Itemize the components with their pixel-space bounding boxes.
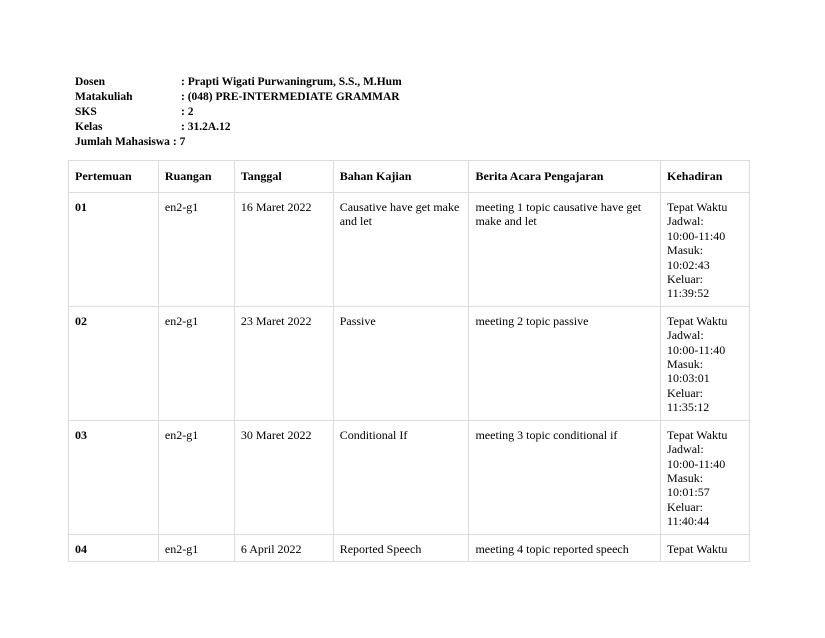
kehadiran-line: 10:02:43	[667, 257, 710, 272]
kehadiran-line: 10:03:01	[667, 371, 710, 386]
cell-kehadiran	[661, 420, 750, 534]
kehadiran-line: Tepat Waktu	[667, 427, 728, 442]
kehadiran-line: 11:35:12	[667, 400, 710, 415]
kehadiran-line: 11:39:52	[667, 286, 710, 301]
cell-kehadiran	[661, 534, 750, 561]
info-value: : Prapti Wigati Purwaningrum, S.S., M.Hum	[181, 76, 402, 88]
cell-pertemuan: 02	[69, 306, 159, 420]
cell-ruangan: en2-g1	[158, 193, 234, 307]
cell-berita-acara: meeting 4 topic reported speech	[469, 534, 661, 561]
info-label: Jumlah Mahasiswa	[75, 136, 170, 148]
kehadiran-line: Jadwal:	[667, 328, 704, 343]
kehadiran-line: Masuk:	[667, 357, 704, 372]
col-tanggal: Tanggal	[234, 161, 333, 193]
info-label: SKS	[75, 106, 97, 118]
info-row-kelas	[75, 120, 402, 135]
cell-tanggal: 23 Maret 2022	[234, 306, 333, 420]
cell-tanggal: 30 Maret 2022	[234, 420, 333, 534]
info-label: Kelas	[75, 121, 103, 133]
cell-ruangan: en2-g1	[158, 420, 234, 534]
cell-ruangan: en2-g1	[158, 306, 234, 420]
info-value: : 31.2A.12	[181, 121, 231, 133]
kehadiran-line: 10:00-11:40	[667, 228, 726, 243]
kehadiran-line: Masuk:	[667, 243, 704, 258]
cell-berita-acara: meeting 1 topic causative have get make and let	[469, 193, 661, 307]
kehadiran-line: Keluar:	[667, 499, 704, 514]
kehadiran-line: Tepat Waktu	[667, 200, 728, 214]
kehadiran-line: Keluar:	[667, 272, 704, 287]
cell-kehadiran	[661, 193, 750, 307]
info-row-jumlah	[75, 135, 402, 150]
info-row-sks	[75, 105, 402, 120]
table-row	[69, 306, 750, 420]
info-row-dosen	[75, 75, 402, 90]
course-info	[75, 75, 402, 150]
cell-bahan-kajian: Conditional If	[333, 420, 469, 534]
cell-bahan-kajian: Causative have get make and let	[333, 193, 469, 307]
cell-ruangan: en2-g1	[158, 534, 234, 561]
cell-pertemuan: 04	[69, 534, 159, 561]
table-row	[69, 420, 750, 534]
table-row	[69, 534, 750, 561]
attendance-table	[68, 160, 750, 562]
cell-pertemuan: 01	[69, 193, 159, 307]
kehadiran-line: Tepat Waktu	[667, 313, 728, 328]
cell-berita-acara: meeting 3 topic conditional if	[469, 420, 661, 534]
cell-bahan-kajian: Reported Speech	[333, 534, 469, 561]
kehadiran-line: 11:40:44	[667, 514, 710, 529]
info-label: Dosen	[75, 76, 106, 88]
kehadiran-line: Masuk:	[667, 470, 704, 485]
table-row	[69, 193, 750, 307]
info-value: : (048) PRE-INTERMEDIATE GRAMMAR	[181, 91, 400, 103]
table-header	[69, 161, 750, 193]
cell-kehadiran	[661, 306, 750, 420]
info-label: Matakuliah	[75, 91, 133, 103]
col-bahan-kajian: Bahan Kajian	[333, 161, 469, 193]
kehadiran-line: 10:00-11:40	[667, 456, 726, 471]
kehadiran-line: Jadwal:	[667, 214, 704, 229]
header-row	[69, 161, 750, 193]
info-value: : 2	[181, 106, 194, 118]
col-berita-acara: Berita Acara Pengajaran	[469, 161, 661, 193]
kehadiran-line: Jadwal:	[667, 442, 704, 457]
col-ruangan: Ruangan	[158, 161, 234, 193]
kehadiran-line: Tepat Waktu	[667, 541, 728, 556]
info-row-matakuliah	[75, 90, 402, 105]
table-body	[69, 193, 750, 562]
cell-pertemuan: 03	[69, 420, 159, 534]
col-kehadiran: Kehadiran	[661, 161, 750, 193]
cell-tanggal: 16 Maret 2022	[234, 193, 333, 307]
col-pertemuan: Pertemuan	[69, 161, 159, 193]
info-value: : 7	[172, 136, 186, 148]
kehadiran-line: 10:01:57	[667, 485, 710, 500]
cell-berita-acara: meeting 2 topic passive	[469, 306, 661, 420]
kehadiran-line: Keluar:	[667, 385, 704, 400]
kehadiran-line: 10:00-11:40	[667, 342, 726, 357]
cell-tanggal: 6 April 2022	[234, 534, 333, 561]
cell-bahan-kajian: Passive	[333, 306, 469, 420]
